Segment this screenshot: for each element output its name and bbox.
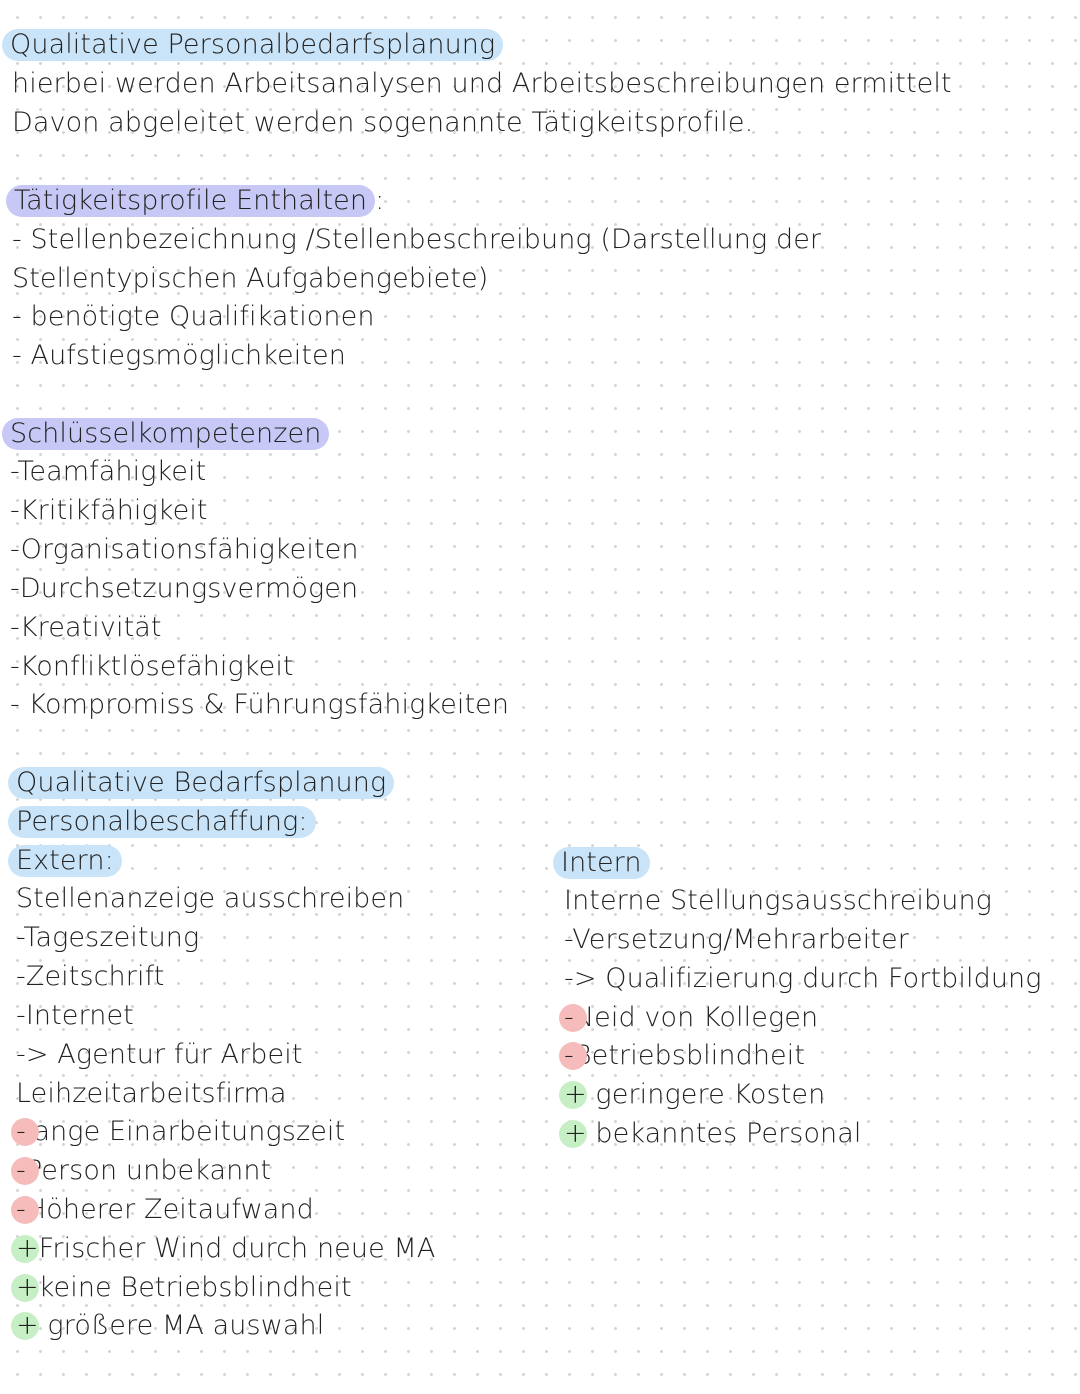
list-item: -Tageszeitung [16,922,200,953]
con-item: -Betriebsblindheit [564,1037,805,1075]
text-line: Stellenanzeige ausschreiben [16,883,405,914]
minus-marker-icon: - [564,1037,574,1075]
plus-marker-icon: + [16,1269,39,1307]
list-item: -Kritikfähigkeit [10,495,208,526]
list-item: -Organisationsfähigkeiten [10,534,359,565]
text-line: Stellentypischen Aufgabengebiete) [12,263,489,294]
list-item: -Versetzung/Mehrarbeiter [564,924,909,955]
list-item: - Kompromiss & Führungsfähigkeiten [10,689,510,720]
pro-item: + größere MA auswahl [16,1307,324,1345]
column-heading-intern: Intern [553,844,650,882]
list-item: -> Qualifizierung durch Fortbildung [564,963,1042,994]
pro-item: + geringere Kosten [564,1076,825,1114]
list-item: -Internet [16,1000,134,1031]
text-line: Davon abgeleitet werden sogenannte Tätigkeitsprofile. [12,107,754,138]
text-line: - Stellenbezeichnung /Stellenbeschreibung (Darstellung der [12,224,822,255]
minus-marker-icon: - [564,999,574,1037]
pro-item: + bekanntes Personal [564,1115,862,1153]
pro-item: +keine Betriebsblindheit [16,1269,352,1307]
plus-marker-icon: + [16,1307,39,1345]
list-item: -Zeitschrift [16,961,165,992]
list-item: -Teamfähigkeit [10,456,207,487]
list-item: - benötigte Qualifikationen [12,301,375,332]
pro-item: +Frischer Wind durch neue MA [16,1230,435,1268]
list-item: - Aufstiegsmöglichkeiten [12,340,346,371]
text-line: Leihzeitarbeitsfirma [16,1078,287,1109]
minus-marker-icon: - [16,1113,26,1151]
con-item: -lange Einarbeitungszeit [16,1113,345,1151]
section-heading-taetigkeitsprofile: Tätigkeitsprofile Enthalten : [6,182,384,220]
plus-marker-icon: + [564,1115,587,1153]
list-item: -Konfliktlösefähigkeit [10,651,294,682]
con-item: -Höherer Zeitaufwand [16,1191,314,1229]
con-item: -Neid von Kollegen [564,999,818,1037]
minus-marker-icon: - [16,1152,26,1190]
list-item: -Durchsetzungsvermögen [10,573,359,604]
section-heading-qualitative-bedarfsplanung: Qualitative Bedarfsplanung [8,764,394,802]
list-item: -> Agentur für Arbeit [16,1039,303,1070]
section-heading-qualitative-personalbedarfsplanung: Qualitative Personalbedarfsplanung [2,26,503,64]
section-heading-schluesselkompetenzen: Schlüsselkompetenzen [2,415,329,453]
section-heading-personalbeschaffung: Personalbeschaffung: [8,803,316,841]
minus-marker-icon: - [16,1191,26,1229]
text-line: Interne Stellungsausschreibung [564,885,992,916]
plus-marker-icon: + [16,1230,39,1268]
con-item: -Person unbekannt [16,1152,271,1190]
column-heading-extern: Extern: [8,842,122,880]
text-line: hierbei werden Arbeitsanalysen und Arbeitsbeschreibungen ermittelt [12,68,952,99]
plus-marker-icon: + [564,1076,587,1114]
list-item: -Kreativität [10,612,162,643]
